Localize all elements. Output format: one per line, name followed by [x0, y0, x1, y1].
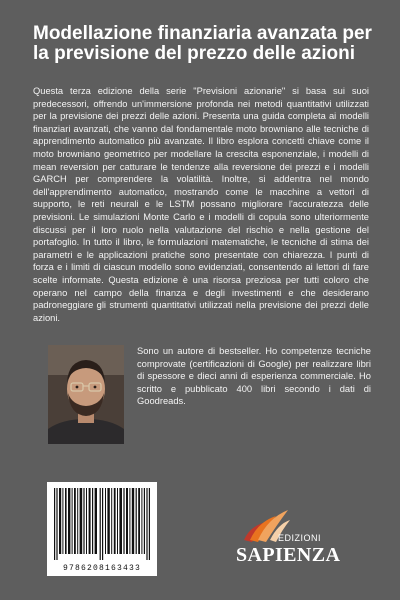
book-description: Questa terza edizione della serie "Previsioni azionarie" si basa sui suoi predecessori, offrendo un'immersione profonda nei metodi quantitativi utilizzati per la previsione dei prezzi delle azioni. Presenta una guida completa ai modelli finanziari avanzati, che vanno dal fondamentale moto browniano alle tecniche di apprendimento automatico più avanzate. Il libro esplora concetti chiave come il moto browniano geometrico per modellare la crescita esponenziale, i modelli di mean reversion per catturare le tendenze alla reversione dei prezzi e i modelli GARCH per comprendere la volatilità. Inoltre, si addentra nel mondo dell'apprendimento automatico, mostrando come le macchine a vettori di supporto, le reti neurali e le LSTM possano migliorare l'accuratezza delle previsioni. Le simulazioni Monte Carlo e i modelli di copula sono ulteriormente discussi per il loro ruolo nella valutazione del rischio e nella gestione del portafoglio. In tutto il libro, le formulazioni matematiche, le tecniche di stima dei parametri e le applicazioni pratiche sono presentate con chiarezza. I punti di forza e i limiti di ciascun modello sono evidenziati, consentendo ai lettori di fare scelte informate. Questa edizione è una risorsa preziosa per tutti coloro che operano nel campo della finanza e degli investimenti e che desiderano padroneggiare gli strumenti quantitativi utilizzati nella previsione dei prezzi delle azioni. — [33, 86, 369, 323]
book-title: Modellazione finanziaria avanzata per la previsione del prezzo delle azioni — [33, 23, 372, 64]
isbn-number: 9786208163433 — [62, 564, 141, 573]
author-photo — [48, 345, 124, 444]
author-bio: Sono un autore di bestseller. Ho competenze tecniche comprovate (certificazioni di Google) per realizzare libri di spessore e dieci anni di esperienza commerciale. Ho scritto e pubblicato 400 libri secondo i dati di Goodreads. — [137, 346, 371, 407]
publisher-logo — [232, 506, 352, 576]
barcode-bars — [54, 488, 150, 560]
isbn-barcode — [47, 482, 157, 576]
publisher-edizioni: EDIZIONI — [278, 533, 322, 543]
publisher-name: SAPIENZA — [236, 544, 341, 566]
